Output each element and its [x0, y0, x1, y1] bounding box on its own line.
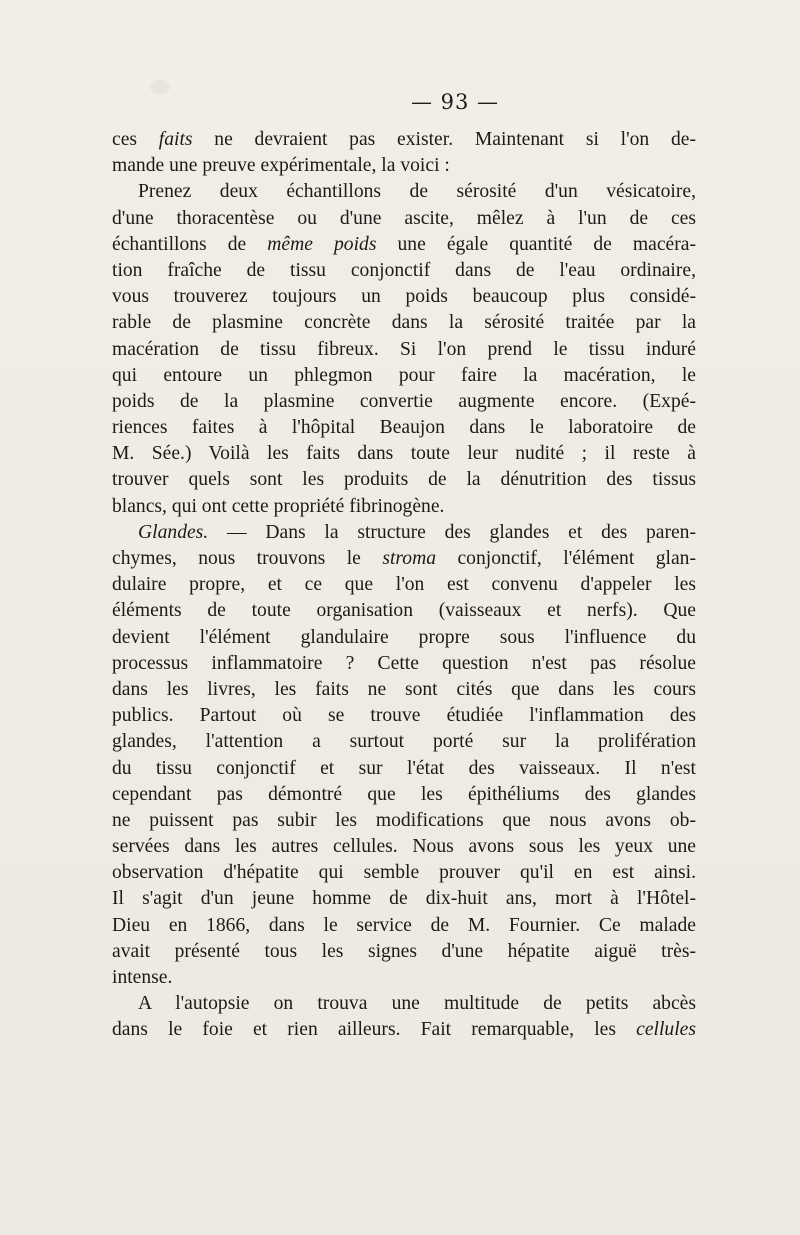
- body-text: [112, 127, 696, 1044]
- text-segment: poids de la plasmine convertie augmente encore. (Expé-: [112, 390, 696, 412]
- text-line: [112, 467, 696, 493]
- text-segment: une égale quantité de macéra-: [376, 233, 696, 255]
- text-line: [112, 258, 696, 284]
- text-line: [112, 232, 696, 258]
- text-segment: vous trouverez toujours un poids beaucoup plus considé-: [112, 286, 696, 308]
- text-segment: dulaire propre, et ce que l'on est convenu d'appeler les: [112, 574, 696, 596]
- text-line: [112, 494, 696, 520]
- text-line: [112, 1017, 696, 1043]
- text-segment: Il s'agit d'un jeune homme de dix-huit ans, mort à l'Hôtel-: [112, 888, 696, 910]
- text-segment: du tissu conjonctif et sur l'état des vaisseaux. Il n'est: [112, 757, 696, 779]
- text-line: [112, 363, 696, 389]
- text-segment: ces: [112, 129, 159, 150]
- text-line: [112, 729, 696, 755]
- text-segment: Prenez deux échantillons de sérosité d'un vésicatoire,: [138, 181, 696, 203]
- text-line: [112, 991, 696, 1017]
- text-segment: Dieu en 1866, dans le service de M. Fournier. Ce malade: [112, 914, 696, 936]
- text-segment: rable de plasmine concrète dans la sérosité traitée par la: [112, 312, 696, 334]
- text-segment: conjonctif, l'élément glan-: [436, 548, 696, 569]
- italic-text: même poids: [267, 233, 377, 255]
- text-line: [112, 756, 696, 782]
- text-line: [112, 389, 696, 415]
- text-segment: qui entoure un phlegmon pour faire la macération, le: [112, 364, 696, 386]
- text-segment: chymes, nous trouvons le: [112, 548, 383, 569]
- text-segment: ne devraient pas exister. Maintenant si l'on de-: [192, 129, 696, 150]
- text-line: [112, 913, 696, 939]
- text-line: [112, 415, 696, 441]
- text-segment: M. Sée.) Voilà les faits dans toute leur nudité ; il reste à: [112, 443, 696, 465]
- text-segment: cependant pas démontré que les épithéliums des glandes: [112, 783, 696, 805]
- text-segment: trouver quels sont les produits de la dénutrition des tissus: [112, 469, 696, 491]
- text-segment: publics. Partout où se trouve étudiée l'inflammation des: [112, 705, 696, 727]
- text-segment: intense.: [112, 967, 173, 988]
- text-line: [112, 127, 696, 153]
- text-segment: mande une preuve expérimentale, la voici :: [112, 155, 450, 177]
- text-line: [112, 284, 696, 310]
- text-segment: servées dans les autres cellules. Nous avons sous les yeux une: [112, 836, 696, 858]
- text-line: [112, 206, 696, 232]
- text-line: [112, 834, 696, 860]
- text-line: [112, 939, 696, 965]
- text-line: [112, 310, 696, 336]
- text-segment: riences faites à l'hôpital Beaujon dans le laboratoire de: [112, 417, 696, 439]
- text-segment: éléments de toute organisation (vaisseaux et nerfs). Que: [112, 600, 696, 622]
- text-line: [112, 625, 696, 651]
- text-line: [112, 860, 696, 886]
- text-line: [112, 153, 696, 179]
- text-segment: observation d'hépatite qui semble prouver qu'il en est ainsi.: [112, 862, 696, 884]
- text-line: [112, 965, 696, 991]
- text-segment: glandes, l'attention a surtout porté sur la prolifération: [112, 731, 696, 753]
- text-line: [112, 337, 696, 363]
- text-line: [112, 703, 696, 729]
- text-segment: tion fraîche de tissu conjonctif dans de l'eau ordinaire,: [112, 259, 696, 281]
- text-line: [112, 808, 696, 834]
- text-segment: — Dans la structure des glandes et des paren-: [208, 521, 696, 543]
- text-line: [112, 441, 696, 467]
- text-segment: dans le foie et rien ailleurs. Fait remarquable, les: [112, 1019, 637, 1041]
- text-segment: avait présenté tous les signes d'une hépatite aiguë très-: [112, 940, 696, 962]
- text-segment: d'une thoracentèse ou d'une ascite, mêlez à l'un de ces: [112, 207, 696, 229]
- text-segment: devient l'élément glandulaire propre sous l'influence du: [112, 626, 696, 648]
- text-line: [112, 886, 696, 912]
- text-segment: ne puissent pas subir les modifications que nous avons ob-: [112, 809, 696, 831]
- italic-text: faits: [158, 129, 193, 150]
- text-segment: échantillons de: [112, 233, 268, 255]
- italic-text: Glandes.: [138, 521, 209, 543]
- italic-text: stroma: [382, 548, 437, 569]
- italic-text: cellules: [636, 1019, 696, 1041]
- text-segment: processus inflammatoire ? Cette question n'est pas résolue: [112, 652, 696, 674]
- text-line: [112, 572, 696, 598]
- text-line: [112, 520, 696, 546]
- text-line: [112, 782, 696, 808]
- page-number: — 93 —: [410, 90, 500, 114]
- text-segment: macération de tissu fibreux. Si l'on prend le tissu induré: [112, 338, 696, 360]
- text-segment: A l'autopsie on trouva une multitude de petits abcès: [138, 993, 696, 1015]
- text-line: [112, 651, 696, 677]
- text-segment: dans les livres, les faits ne sont cités que dans les cours: [112, 678, 696, 700]
- text-segment: blancs, qui ont cette propriété fibrinogène.: [112, 495, 445, 517]
- text-line: [112, 546, 696, 572]
- text-line: [112, 179, 696, 205]
- text-line: [112, 677, 696, 703]
- text-line: [112, 598, 696, 624]
